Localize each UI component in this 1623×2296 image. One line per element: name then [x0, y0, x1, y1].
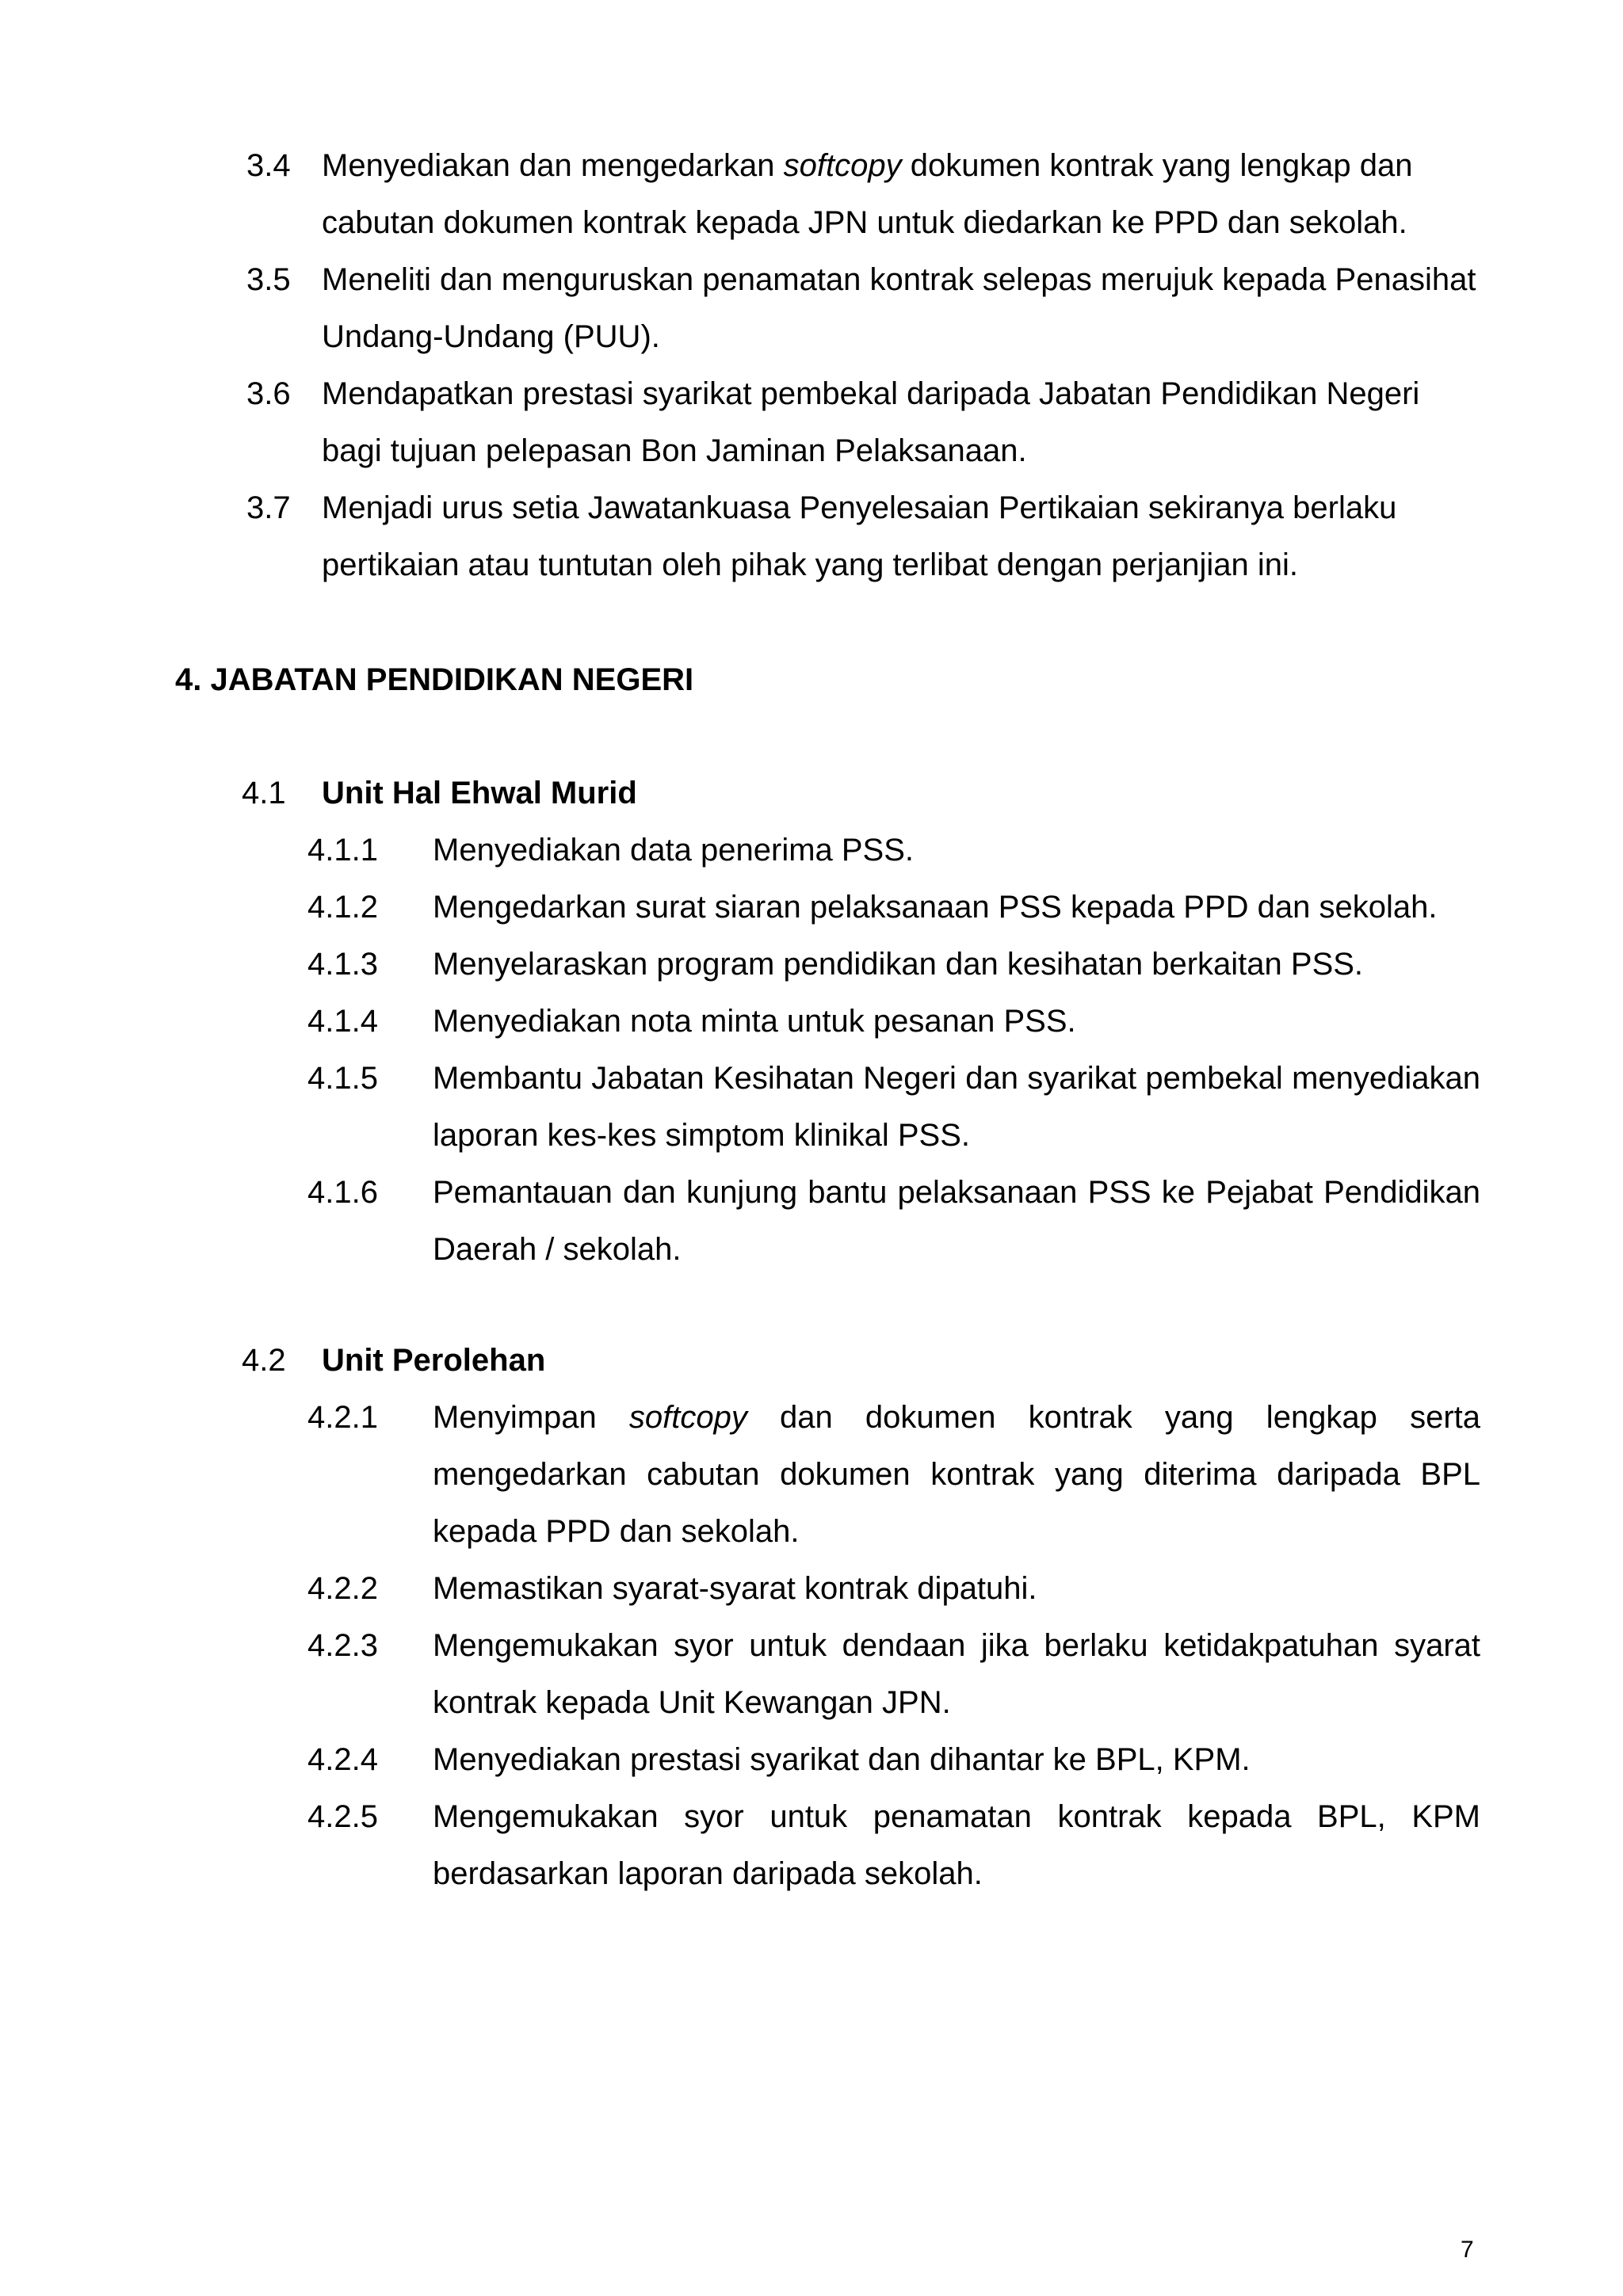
item-number: 4.1.4 [307, 1004, 378, 1039]
page-number: 7 [1461, 2237, 1474, 2263]
item-number: 4.2.2 [307, 1571, 378, 1606]
item-text: Mengedarkan surat siaran pelaksanaan PSS kepada PPD dan sekolah. [433, 890, 1438, 925]
item-text: Menyediakan dan mengedarkan softcopy dokumen kontrak yang lengkap dan cabutan dokumen kontrak kepada JPN untuk diedarkan ke PPD dan sekolah. [322, 148, 1413, 240]
item-text: Membantu Jabatan Kesihatan Negeri dan syarikat pembekal menyediakan laporan kes-kes simptom klinikal PSS. [433, 1061, 1480, 1153]
section-heading: 4. JABATAN PENDIDIKAN NEGERI [175, 662, 694, 697]
item-number: 3.5 [246, 262, 291, 297]
item-number: 4.1.1 [307, 833, 378, 868]
item-number: 3.7 [246, 490, 291, 525]
item-text: Pemantauan dan kunjung bantu pelaksanaan PSS ke Pejabat Pendidikan Daerah / sekolah. [433, 1175, 1480, 1267]
item-number: 4.2.4 [307, 1742, 378, 1777]
item-text: Memastikan syarat-syarat kontrak dipatuhi. [433, 1571, 1037, 1606]
item-text: Mengemukakan syor untuk dendaan jika berlaku ketidakpatuhan syarat kontrak kepada Unit Kewangan JPN. [433, 1628, 1480, 1720]
item-number: 4.1.6 [307, 1175, 378, 1210]
item-number: 4.1.2 [307, 890, 378, 925]
item-text: Menyediakan nota minta untuk pesanan PSS. [433, 1004, 1076, 1039]
item-number: 4.1.5 [307, 1061, 378, 1096]
item-text: Mengemukakan syor untuk penamatan kontrak kepada BPL, KPM berdasarkan laporan daripada sekolah. [433, 1799, 1480, 1891]
item-number: 4.1.3 [307, 947, 378, 982]
item-number: 4.2.5 [307, 1799, 378, 1834]
item-text: Menyimpan softcopy dan dokumen kontrak yang lengkap serta mengedarkan cabutan dokumen kontrak yang diterima daripada BPL kepada PPD dan sekolah. [433, 1400, 1480, 1549]
item-text: Menyediakan prestasi syarikat dan dihantar ke BPL, KPM. [433, 1742, 1251, 1777]
item-text: Menyelaraskan program pendidikan dan kesihatan berkaitan PSS. [433, 947, 1364, 982]
emphasis-softcopy: softcopy [783, 148, 902, 183]
item-number: 4.2.3 [307, 1628, 378, 1663]
item-text: Meneliti dan menguruskan penamatan kontrak selepas merujuk kepada Penasihat Undang-Undang (PUU). [322, 262, 1476, 354]
emphasis-softcopy: softcopy [628, 1400, 747, 1435]
item-text: Menyediakan data penerima PSS. [433, 833, 915, 868]
subsection-title: Unit Hal Ehwal Murid [322, 776, 637, 810]
item-number: 4.2.1 [307, 1400, 378, 1435]
item-text: Menjadi urus setia Jawatankuasa Penyelesaian Pertikaian sekiranya berlaku pertikaian atau tuntutan oleh pihak yang terlibat dengan perjanjian ini. [322, 490, 1397, 582]
subsection-number: 4.1 [242, 776, 286, 810]
subsection-number: 4.2 [242, 1343, 286, 1378]
item-text: Mendapatkan prestasi syarikat pembekal daripada Jabatan Pendidikan Negeri bagi tujuan pelepasan Bon Jaminan Pelaksanaan. [322, 376, 1420, 468]
item-number: 3.6 [246, 376, 291, 411]
subsection-title: Unit Perolehan [322, 1343, 546, 1378]
item-number: 3.4 [246, 148, 291, 183]
